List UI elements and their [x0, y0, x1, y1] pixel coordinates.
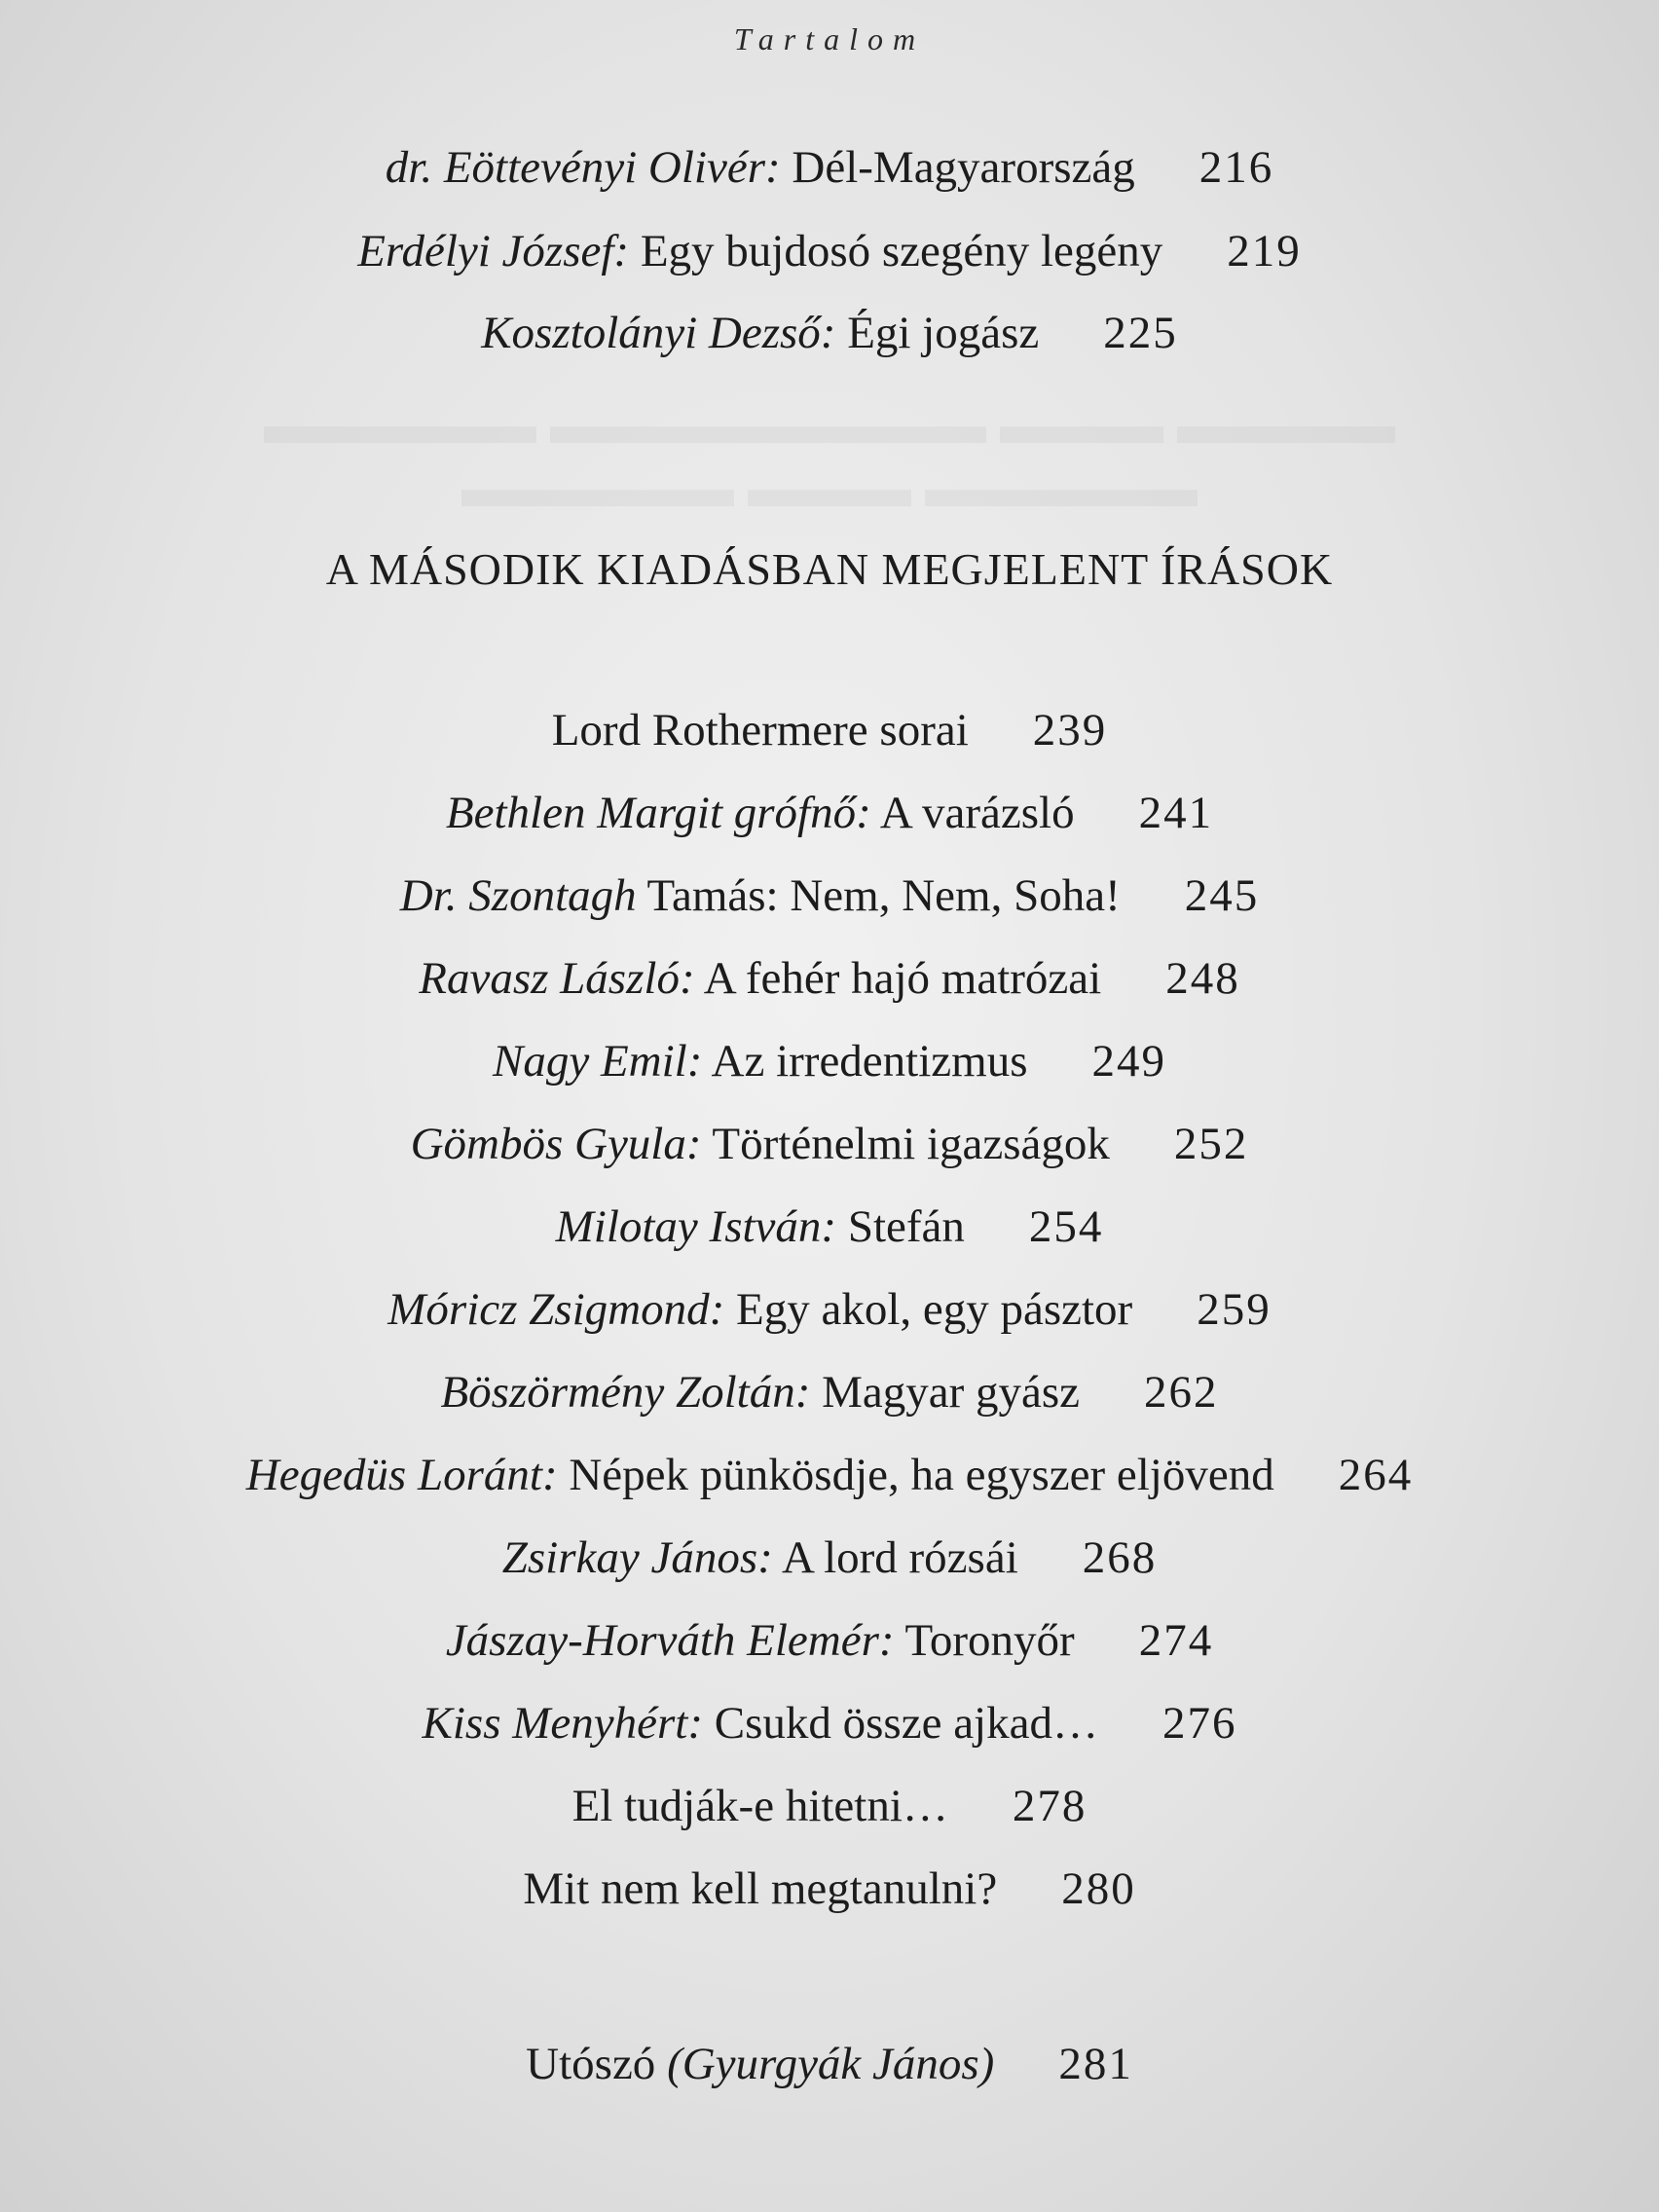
toc-entry: [0, 1032, 1659, 1090]
entry-page-number: 252: [1173, 1119, 1249, 1169]
entry-title: Egy bujdosó szegény legény: [629, 226, 1163, 276]
toc-entry: [0, 222, 1659, 280]
entry-author: Kosztolányi Dezső:: [481, 308, 836, 358]
entry-page-number: 262: [1144, 1367, 1219, 1418]
entry-title: Dél-Magyarország: [780, 142, 1135, 193]
entry-title: Történelmi igazságok: [701, 1119, 1110, 1169]
toc-entry: [0, 866, 1659, 925]
section-heading: A MÁSODIK KIADÁSBAN MEGJELENT ÍRÁSOK: [325, 544, 1334, 594]
entry-title: Népek pünkösdje, ha egyszer eljövend: [557, 1450, 1274, 1500]
toc-entry: [0, 1446, 1659, 1504]
toc-entry: [0, 1280, 1659, 1339]
entry-author: Móricz Zsigmond:: [387, 1284, 725, 1335]
entry-title: Utószó: [526, 2039, 668, 2089]
bleed-through-text: [0, 458, 1659, 520]
entry-title: Stefán: [836, 1201, 965, 1252]
entry-author: Kiss Menyhért:: [422, 1698, 703, 1749]
entry-author: Zsirkay János:: [501, 1532, 773, 1583]
toc-entry: [0, 1529, 1659, 1587]
entry-page-number: 274: [1138, 1615, 1214, 1666]
toc-entry: [0, 138, 1659, 197]
entry-page-number: 216: [1198, 142, 1274, 193]
entry-page-number: 254: [1028, 1201, 1104, 1252]
entry-author: (Gyurgyák János): [667, 2039, 995, 2089]
entry-title: A varázsló: [870, 788, 1075, 838]
toc-entry: [0, 1860, 1659, 1918]
entry-title: Csukd össze ajkad…: [703, 1698, 1098, 1749]
toc-entry: [0, 1611, 1659, 1670]
entry-author: Jászay-Horváth Elemér:: [445, 1615, 895, 1666]
entry-page-number: 241: [1138, 788, 1214, 838]
entry-title: Az irredentizmus: [702, 1036, 1028, 1087]
toc-entry: [0, 1694, 1659, 1752]
entry-page-number: 245: [1184, 870, 1260, 921]
entry-page-number: 225: [1103, 308, 1178, 358]
bleed-through-text: [0, 394, 1659, 457]
entry-title: El tudják-e hitetni…: [571, 1781, 948, 1831]
entry-page-number: 268: [1082, 1532, 1158, 1583]
running-header: Tartalom: [733, 21, 926, 56]
entry-author: Erdélyi József:: [357, 226, 630, 276]
entry-author: Ravasz László:: [419, 953, 695, 1004]
toc-entry: [0, 784, 1659, 842]
entry-title: A fehér hajó matrózai: [694, 953, 1102, 1004]
entry-author: Gömbös Gyula:: [410, 1119, 702, 1169]
toc-entry: [0, 1198, 1659, 1256]
entry-author: Nagy Emil:: [492, 1036, 703, 1087]
entry-author: Böszörmény Zoltán:: [440, 1367, 811, 1418]
toc-entry: [0, 1115, 1659, 1173]
toc-entry: [0, 1363, 1659, 1421]
entry-author: Dr. Szontagh: [399, 870, 637, 921]
entry-page-number: 239: [1032, 705, 1108, 756]
entry-title: Mit nem kell megtanulni?: [523, 1863, 998, 1914]
entry-page-number: 280: [1061, 1863, 1136, 1914]
entry-page-number: 264: [1338, 1450, 1414, 1500]
toc-entry: [0, 1777, 1659, 1835]
toc-entry-afterword: [0, 2035, 1659, 2093]
entry-author: Hegedüs Loránt:: [245, 1450, 558, 1500]
entry-page-number: 219: [1227, 226, 1302, 276]
entry-title: Toronyőr: [894, 1615, 1075, 1666]
entry-author: Bethlen Margit grófnő:: [445, 788, 871, 838]
toc-entry: [0, 949, 1659, 1008]
entry-page-number: 259: [1197, 1284, 1272, 1335]
entry-page-number: 281: [1058, 2039, 1133, 2089]
entry-page-number: 276: [1161, 1698, 1237, 1749]
entry-title: A lord rózsái: [772, 1532, 1018, 1583]
entry-page-number: 249: [1091, 1036, 1166, 1087]
entry-author: dr. Eöttevényi Olivér:: [385, 142, 781, 193]
entry-author: Milotay István:: [555, 1201, 837, 1252]
entry-page-number: 278: [1012, 1781, 1088, 1831]
entry-title: Egy akol, egy pásztor: [724, 1284, 1133, 1335]
entry-title: Magyar gyász: [810, 1367, 1081, 1418]
entry-page-number: 248: [1165, 953, 1240, 1004]
entry-title: Lord Rothermere sorai: [551, 705, 969, 756]
entry-title: Tamás: Nem, Nem, Soha!: [636, 870, 1121, 921]
toc-entry: [0, 304, 1659, 362]
entry-title: Égi jogász: [835, 308, 1040, 358]
toc-entry: [0, 701, 1659, 759]
